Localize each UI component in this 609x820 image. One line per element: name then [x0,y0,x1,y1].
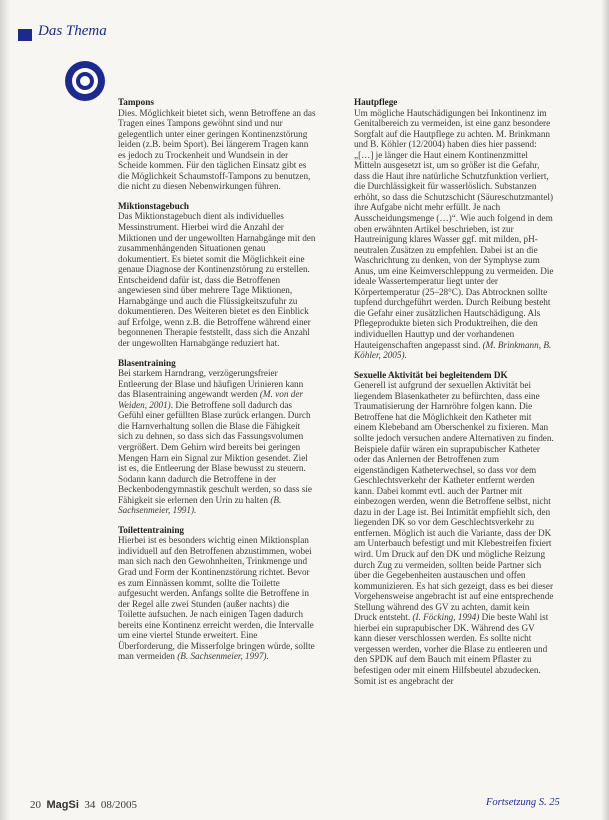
page-footer [30,799,137,811]
article-section [118,525,316,662]
citation: (M. Brinkmann, B. Köhler, 2005). [354,339,552,361]
page-edge-shadow-right [601,0,609,820]
citation: (B. Sachsenmeier, 1997). [177,651,269,662]
section-body: Hierbei ist es besonders wichtig einen Miktionsplan individuell auf den Betroffenen abzustimmen, wobei man sich nach den Gewohnheiten, Trinkmenge und Grad und Form der Kontinenzstörung richtet. Bevor es zum Einnässen kommt, sollte die Toilette aufgesucht werden. Anfangs sollte die Betroffene in der Regel alle zwei Stunden (außer nachts) die Toilette aufsuchen. Je nach einigen Tagen dadurch bereits eine Kontinenz erreicht werden, die Intervalle um eine viertel Stunde erweitert. Eine Überforderung, die Misserfolge bringen würde, sollte man vermeiden [118,535,315,662]
page-edge-shadow-left [0,0,10,820]
section-heading: Toilettentraining [118,524,185,535]
article-section [118,97,316,192]
concentric-circle-logo-icon [64,60,106,102]
section-body: Das Miktionstagebuch dient als individuelles Messinstrument. Hierbei wird die Anzahl der Miktionen und der ungewollten Harnabgänge mit den zusammenhängenden Situationen genau dokumentiert. Es bietet somit die Möglichkeit eine genaue Diagnose der Kontinenzstörung zu erstellen. Entscheidend dafür ist, dass die Betroffenen angewiesen sind über mehrere Tage Miktionen, Harnabgänge und auch die Flüssigkeitszufuhr zu dokumentieren. Des Weiteren bietet es den Einblick auf Erfolge, wenn z.B. die Betroffene während einer begonnenen Therapie feststellt, dass sich die Anzahl der ungewollten Harnabgänge reduziert hat. [118,211,316,349]
article-section [118,201,316,349]
issue-number: 34 [84,799,96,811]
section-body: Dies. Möglichkeit bietet sich, wenn Betroffene an das Tragen eines Tampons gewöhnt sind und nur gelegentlich unter einer geringen Kontinenzstörung leiden (z.B. beim Sport). Bei längerem Tragen kann es jedoch zu Trockenheit und Wundsein in der Scheide kommen. Für den täglichen Einsatz gibt es die Möglichkeit Schaumstoff-Tampons zu benutzen, die nicht zu diesen Nebenwirkungen führen. [118,107,316,192]
section-body: Bei starkem Harndrang, verzögerungsfreier Entleerung der Blase und häufigen Urinieren kann das Blasentraining angewandt werden [118,368,304,400]
section-heading: Miktionstagebuch [118,200,189,211]
section-marker [18,29,32,41]
issue-date: 08/2005 [100,799,137,811]
section-heading: Sexuelle Aktivität bei begleitendem DK [354,369,508,380]
magazine-name: MagSi [46,799,79,811]
right-column [354,97,554,695]
section-heading: Hautpflege [354,97,398,107]
continuation-note: Fortsetzung S. 25 [486,797,560,808]
article-section [354,370,554,686]
citation: (M. von der Weiden, 2001) [118,389,303,410]
section-heading: Tampons [118,97,154,107]
section-title: Das Thema [38,23,107,39]
article-section [118,358,316,516]
page-number: 20 [30,799,41,811]
section-body: Um mögliche Hautschädigungen bei Inkontinenz im Genitalbereich zu vermeiden, ist eine ganz besondere Sorgfalt auf die Hautpflege zu achten. M. Brinkmann und B. Köhler (12/2004) haben dies hier passend: „[…] je länger die Haut einem Kontinenzmittel Mitteln ausgesetzt ist, um so größer ist die Gefahr, dass die Haut ihre natürliche Schutzfunktion verliert, die Durchlässigkeit für wasserlöslich. Substanzen erhöht, so dass die Schutzschicht (Säureschutzmantel) ihre Aufgabe nicht mehr erfüllt. Je nach Ausscheidungsmenge (…)“. Wie auch folgend in dem oben erwähnten Artikel beschrieben, ist zur Hautreinigung klares Wasser ggf. mit milden, pH-neutralen Zusätzen zu empfehlen. Dabei ist an die Waschrichtung zu denken, von der Symphyse zum Anus, um eine Keimverschleppung zu vermeiden. Die ideale Wassertemperatur liegt unter der Körpertemperatur (25–28°C). Das Abtrocknen sollte tupfend durchgeführt werden. Durch Reibung besteht die Gefahr einer zusätzlichen Hautschädigung. Als Pflegeprodukte bieten sich Produktreihen, die den individuellen Hauttyp und der vorhandenen Hauteigenschaften angepasst sind. [354,107,554,350]
section-body-continued: Die beste Wahl ist hierbei ein suprapubischer DK. Während des GV kann dieser verschlossen werden. Es sollte nicht vergessen werden, vorher die Blase zu entleeren und den SPDK auf dem Bauch mit einem Pflaster zu befestigen oder mit einem Hilfsbeutel abzudecken. Somit ist es angebracht der [354,612,549,686]
section-body-continued: . Die Betroffene soll dadurch das Gefühl einer gefüllten Blase zurück erlangen. Durch die Harnverhaltung sollen die Blase die Fähigkeit sich zu dehnen, so dass sich das Fassungsvolumen vergrößert. Dem Gehirn wird bereits bei geringen Mengen Harn ein Signal zur Miktion gesendet. Ziel ist es, die Entleerung der Blase bewusst zu steuern. Sodann kann dadurch die Betroffene in der Beckenbodengymnastik geschult werden, so dass sie Fähigkeit sie erlernen den Urin zu halten [118,399,312,505]
citation: (I. Föcking, 1994) [412,612,480,623]
section-body: Generell ist aufgrund der sexuellen Aktivität bei liegendem Blasenkatheter zu befürchten, dass eine Traumatisierung der Harnröhre folgen kann. Die Betroffene hat die Möglichkeit den Katheter mit einem Klebeband am Oberschenkel zu fixieren. Man sollte jedoch versuchen andere Alternativen zu finden. Beispiele dafür wären ein suprapubischer Katheter oder das Anlernen der Betroffenen zum eigenständigen Katheterwechsel, so dass vor dem Geschlechtsverkehr der Katheter entfernt werden kann. Dabei kommt evtl. auch der Partner mit einbezogen werden, wenn die Betroffene selbst, nicht dazu in der Lage ist. Bei Intimität empfiehlt sich, den liegenden DK so vor dem Geschlechtsverkehr zu entfernen. Möglich ist auch die Variante, dass der DK am Unterbauch befestigt und mit Klebestreifen fixiert wird. Um Druck auf den DK und mögliche Reizung durch Zug zu vermeiden, sollten beide Partner sich über die Gegebenheiten austauschen und offen kommunizieren. Es hat sich gezeigt, dass es bei dieser Vorgehensweise angebracht ist auf eine entsprechende Stellung während des GV zu achten, damit kein Druck entsteht. [354,380,554,623]
section-heading: Blasentraining [118,357,176,368]
left-column [118,97,316,671]
citation: (B. Sachsenmeier, 1991). [118,494,282,516]
article-section [354,97,554,361]
